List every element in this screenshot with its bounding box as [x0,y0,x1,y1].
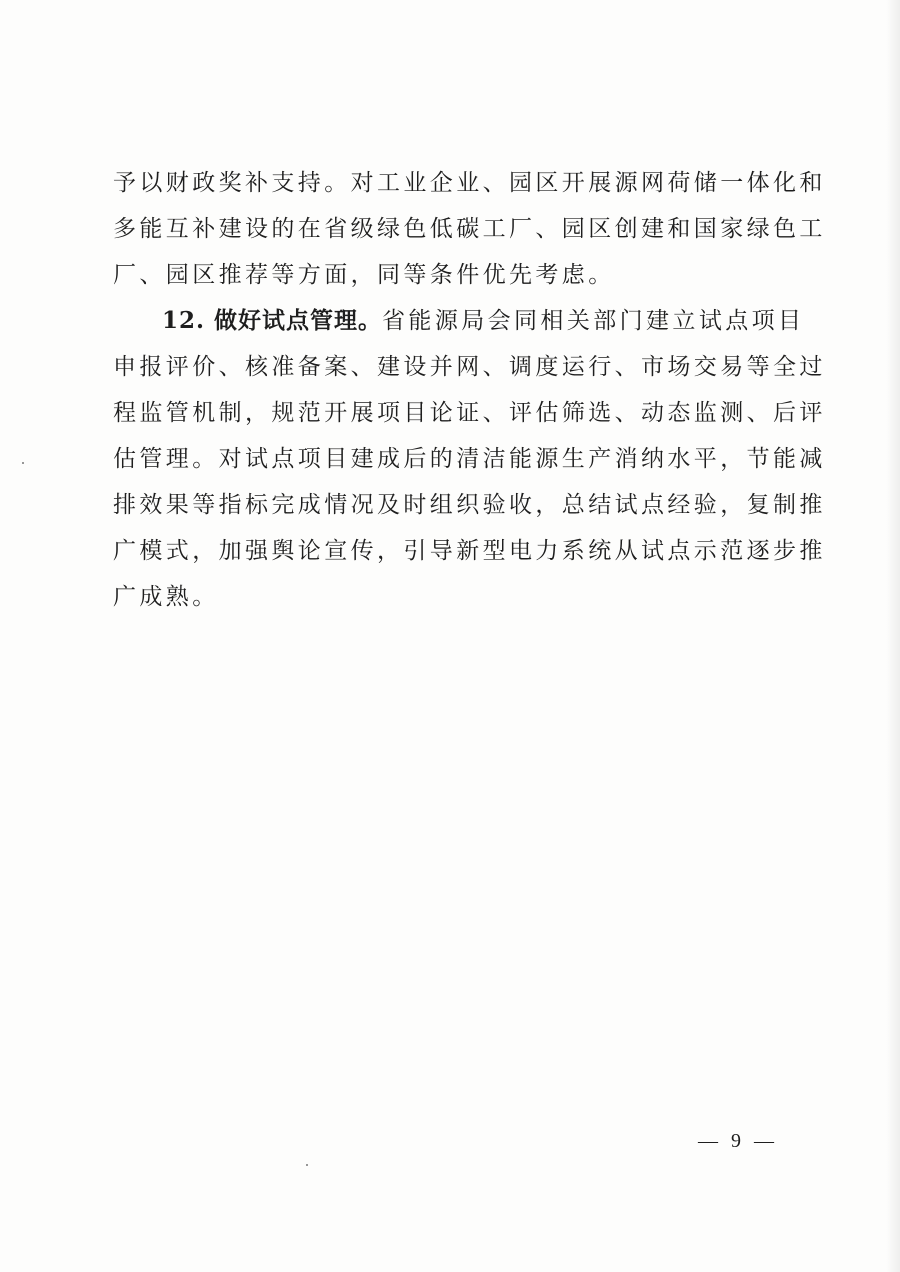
document-body [113,160,826,620]
scan-edge-shadow [886,0,900,1272]
paragraph-line: 估管理。对试点项目建成后的清洁能源生产消纳水平，节能减 [113,446,826,472]
section-12-heading: 12. 做好试点管理。 [162,307,383,334]
paragraph-line: 程监管机制，规范开展项目论证、评估筛选、动态监测、后评 [113,400,826,426]
scan-speck [306,1164,308,1166]
paragraph-line: 排效果等指标完成情况及时组织验收，总结试点经验，复制推 [113,492,826,518]
page-number: — 9 — [698,1130,778,1152]
paragraph-line: 广模式，加强舆论宣传，引导新型电力系统从试点示范逐步推 [113,538,826,564]
paragraph-line: 多能互补建设的在省级绿色低碳工厂、园区创建和国家绿色工 [113,216,826,242]
paragraph-line: 申报评价、核准备案、建设并网、调度运行、市场交易等全过 [113,354,826,380]
section-12-first-line [113,298,805,344]
paragraph-line: 厂、园区推荐等方面，同等条件优先考虑。 [113,262,615,288]
paragraph-line: 予以财政奖补支持。对工业企业、园区开展源网荷储一体化和 [113,170,826,196]
section-12-first-line-text: 省能源局会同相关部门建立试点项目 [382,308,805,334]
paragraph-line: 广成熟。 [113,584,219,610]
scan-speck [22,462,24,464]
